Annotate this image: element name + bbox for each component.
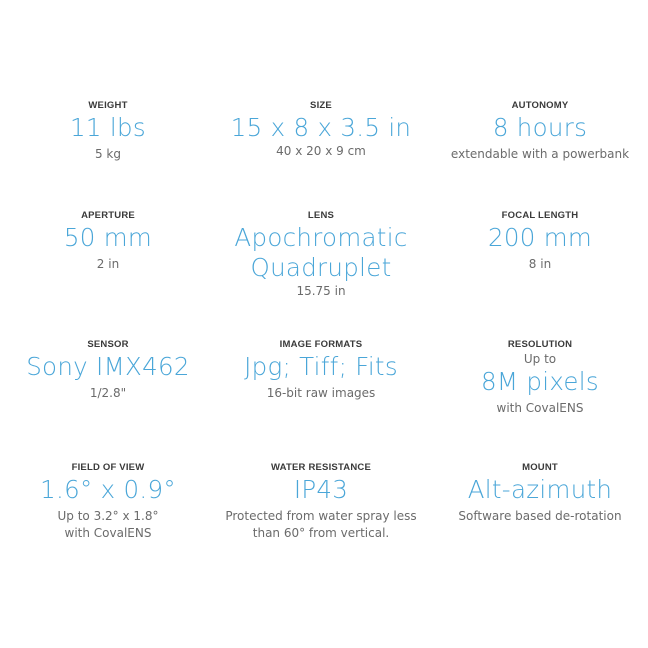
spec-label: RESOLUTION <box>507 339 573 350</box>
spec-value: 8 hours <box>492 113 588 142</box>
spec-sub: 16-bit raw images <box>266 386 376 400</box>
spec-aperture <box>0 210 216 273</box>
spec-water-resistance <box>213 462 429 542</box>
spec-value: 200 mm <box>487 223 593 252</box>
spec-value: Sony IMX462 <box>26 352 190 381</box>
spec-sensor <box>0 339 216 402</box>
spec-mount <box>432 462 648 525</box>
spec-size <box>213 100 429 160</box>
spec-label: AUTONOMY <box>511 100 569 111</box>
spec-label: FIELD OF VIEW <box>71 462 145 473</box>
spec-label: SIZE <box>310 100 332 111</box>
spec-focal-length <box>432 210 648 273</box>
spec-lens <box>213 210 429 300</box>
spec-sub: 40 x 20 x 9 cm <box>276 144 366 158</box>
spec-value: 50 mm <box>63 223 153 252</box>
spec-sub: Up to 3.2° x 1.8° with CovalENS <box>57 509 159 540</box>
spec-value: 11 lbs <box>70 113 146 142</box>
spec-value: Apochromatic Quadruplet <box>234 223 408 282</box>
spec-field-of-view <box>0 462 216 542</box>
spec-image-formats <box>213 339 429 402</box>
spec-sub: 1/2.8" <box>89 386 127 400</box>
spec-label: IMAGE FORMATS <box>279 339 363 350</box>
spec-autonomy <box>432 100 648 163</box>
spec-label: APERTURE <box>81 210 135 221</box>
spec-sub: with CovalENS <box>496 401 584 415</box>
spec-pre: Up to <box>523 352 557 366</box>
spec-sub: Protected from water spray less than 60° from vertical. <box>225 509 417 540</box>
spec-value: 15 x 8 x 3.5 in <box>230 113 412 142</box>
spec-weight <box>0 100 216 163</box>
spec-sub: extendable with a powerbank <box>450 147 630 161</box>
spec-label: WATER RESISTANCE <box>271 462 371 473</box>
spec-label: FOCAL LENGTH <box>501 210 579 221</box>
spec-sub: 8 in <box>528 257 552 271</box>
spec-sub: Software based de-rotation <box>458 509 622 523</box>
spec-label: LENS <box>307 210 335 221</box>
spec-resolution <box>432 339 648 417</box>
spec-sub: 15.75 in <box>296 284 346 298</box>
spec-value: Jpg; Tiff; Fits <box>244 352 398 381</box>
spec-label: MOUNT <box>522 462 558 473</box>
spec-label: WEIGHT <box>88 100 128 111</box>
spec-sub: 5 kg <box>94 147 121 161</box>
spec-value: 1.6° x 0.9° <box>40 475 176 504</box>
spec-label: SENSOR <box>87 339 129 350</box>
spec-value: IP43 <box>293 475 349 504</box>
spec-sub: 2 in <box>96 257 120 271</box>
spec-value: Alt-azimuth <box>467 475 613 504</box>
spec-value: 8M pixels <box>481 367 599 396</box>
